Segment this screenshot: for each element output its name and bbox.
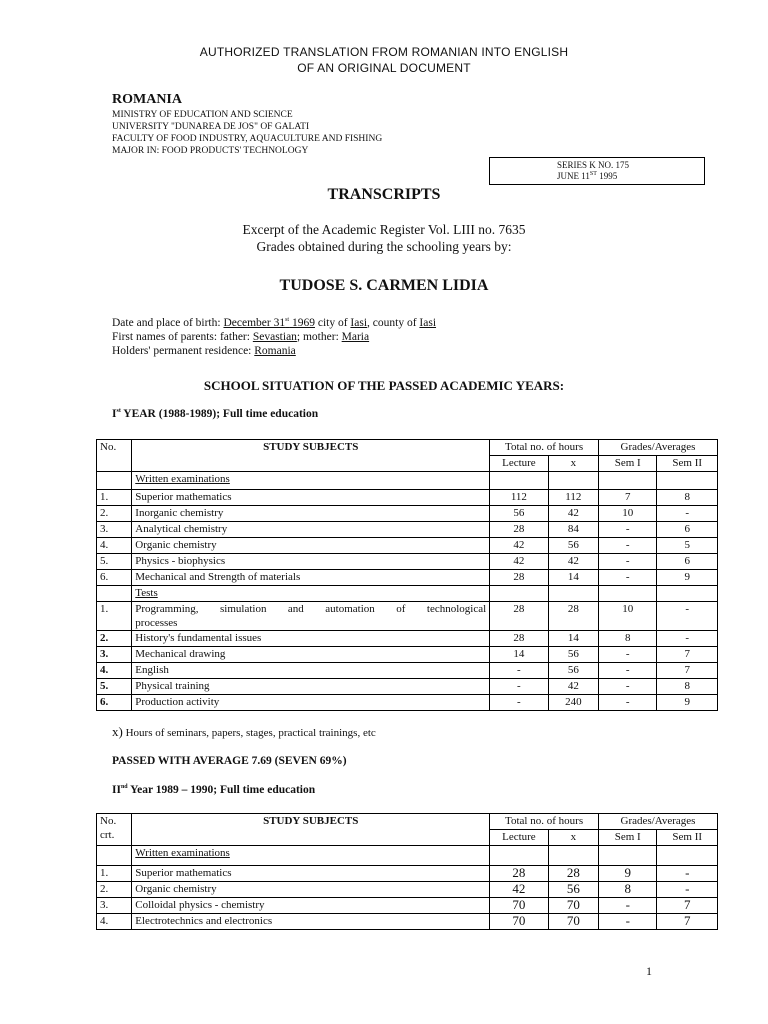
parents-info: First names of parents: father: Sevastian; mother: Maria (112, 331, 370, 343)
row-x: 112 (548, 490, 598, 506)
row-sem1: - (599, 898, 657, 914)
section-row (97, 472, 718, 490)
col-grades: Grades/Averages (599, 440, 718, 456)
row-sem1: 10 (599, 602, 657, 631)
translation-header-line-2: OF AN ORIGINAL DOCUMENT (297, 61, 471, 75)
row-subject: Organic chemistry (132, 538, 490, 554)
table-row (97, 570, 718, 586)
table-row (97, 647, 718, 663)
row-sem1: - (599, 695, 657, 711)
row-subject: Colloidal physics - chemistry (132, 898, 490, 914)
col-x: x (548, 456, 598, 472)
excerpt-line-2: Grades obtained during the schooling years by: (256, 239, 512, 254)
section-row (97, 586, 718, 602)
row-sem2: - (657, 882, 718, 898)
row-no: 2. (97, 631, 132, 647)
col-sem2: Sem II (657, 830, 718, 846)
row-x: 240 (548, 695, 598, 711)
birth-info: Date and place of birth: December 31st 1969 city of Iasi, county of Iasi (112, 317, 437, 329)
col-hours: Total no. of hours (490, 814, 599, 830)
row-lecture: 42 (490, 882, 548, 898)
row-sem1: - (599, 554, 657, 570)
section-written: Written examinations (132, 846, 490, 866)
school-situation-title: SCHOOL SITUATION OF THE PASSED ACADEMIC YEARS: (203, 378, 565, 393)
row-sem2: 6 (657, 554, 718, 570)
row-x: 28 (548, 866, 598, 882)
row-lecture: 28 (490, 866, 548, 882)
row-subject: Mechanical drawing (132, 647, 490, 663)
ministry-line: MINISTRY OF EDUCATION AND SCIENCE (112, 110, 293, 120)
row-sem2: 8 (657, 679, 718, 695)
row-no: 3. (97, 647, 132, 663)
row-no: 2. (97, 882, 132, 898)
row-subject: Analytical chemistry (132, 522, 490, 538)
row-sem1: - (599, 647, 657, 663)
student-name: TUDOSE S. CARMEN LIDIA (279, 277, 489, 294)
row-lecture: - (490, 695, 548, 711)
row-sem1: - (599, 663, 657, 679)
row-lecture: - (490, 679, 548, 695)
row-subject: Electrotechnics and electronics (132, 914, 490, 930)
row-no: 5. (97, 679, 132, 695)
col-sem1: Sem I (599, 456, 657, 472)
year1-average: PASSED WITH AVERAGE 7.69 (SEVEN 69%) (112, 755, 347, 767)
row-x: 42 (548, 506, 598, 522)
row-subject: Superior mathematics (132, 490, 490, 506)
row-sem1: 10 (599, 506, 657, 522)
row-subject: English (132, 663, 490, 679)
table-row (97, 602, 718, 631)
col-subjects: STUDY SUBJECTS (132, 440, 490, 472)
row-sem2: 7 (657, 898, 718, 914)
row-sem2: 9 (657, 695, 718, 711)
row-no: 4. (97, 538, 132, 554)
col-sem1: Sem I (599, 830, 657, 846)
row-sem2: 7 (657, 647, 718, 663)
table-row (97, 506, 718, 522)
row-sem2: 8 (657, 490, 718, 506)
row-sem1: 8 (599, 631, 657, 647)
table-row (97, 554, 718, 570)
row-x: 70 (548, 898, 598, 914)
university-line: UNIVERSITY "DUNAREA DE JOS" OF GALATI (112, 122, 310, 132)
table-row (97, 679, 718, 695)
section-row (97, 846, 718, 866)
row-lecture: 28 (490, 631, 548, 647)
hours-footnote: x) Hours of seminars, papers, stages, practical trainings, etc (112, 724, 376, 739)
row-x: 42 (548, 679, 598, 695)
row-subject: History's fundamental issues (132, 631, 490, 647)
page-number: 1 (646, 964, 652, 978)
excerpt-line-1: Excerpt of the Academic Register Vol. LIII no. 7635 (242, 222, 526, 237)
row-x: 70 (548, 914, 598, 930)
col-no: No. (97, 440, 132, 472)
col-subjects: STUDY SUBJECTS (132, 814, 490, 846)
row-no: 5. (97, 554, 132, 570)
table-row (97, 522, 718, 538)
col-lecture: Lecture (490, 830, 548, 846)
row-sem1: - (599, 914, 657, 930)
table-row (97, 663, 718, 679)
row-subject: Mechanical and Strength of materials (132, 570, 490, 586)
table-row (97, 695, 718, 711)
document-title: TRANSCRIPTS (327, 186, 441, 203)
col-hours: Total no. of hours (490, 440, 599, 456)
row-lecture: 28 (490, 570, 548, 586)
major-line: MAJOR IN: FOOD PRODUCTS' TECHNOLOGY (112, 146, 309, 156)
row-lecture: 42 (490, 554, 548, 570)
table-row (97, 631, 718, 647)
row-no: 3. (97, 898, 132, 914)
row-subject: Physics - biophysics (132, 554, 490, 570)
col-no: No. crt. (97, 814, 132, 846)
table-row (97, 490, 718, 506)
row-sem2: 6 (657, 522, 718, 538)
table-row (97, 538, 718, 554)
faculty-line: FACULTY OF FOOD INDUSTRY, AQUACULTURE AND FISHING (112, 134, 383, 144)
row-sem1: - (599, 538, 657, 554)
row-lecture: 56 (490, 506, 548, 522)
series-box (489, 157, 705, 185)
row-sem2: 9 (657, 570, 718, 586)
residence-info: Holders' permanent residence: Romania (112, 345, 296, 357)
translation-header-line-1: AUTHORIZED TRANSLATION FROM ROMANIAN INTO ENGLISH (199, 45, 569, 59)
row-sem1: 9 (599, 866, 657, 882)
row-subject: Organic chemistry (132, 882, 490, 898)
row-sem2: - (657, 866, 718, 882)
row-lecture: 112 (490, 490, 548, 506)
row-lecture: 14 (490, 647, 548, 663)
series-number: SERIES K NO. 175 (557, 160, 630, 170)
row-x: 42 (548, 554, 598, 570)
col-grades: Grades/Averages (599, 814, 718, 830)
row-subject: Production activity (132, 695, 490, 711)
row-subject: Programming, simulation and automation of technological processes (132, 602, 490, 631)
row-no: 1. (97, 490, 132, 506)
row-sem2: - (657, 631, 718, 647)
series-date: JUNE 11ST 1995 (557, 171, 618, 181)
row-no: 1. (97, 866, 132, 882)
row-lecture: 28 (490, 522, 548, 538)
table-row (97, 914, 718, 930)
row-lecture: 70 (490, 898, 548, 914)
table-row (97, 866, 718, 882)
row-lecture: 70 (490, 914, 548, 930)
col-x: x (548, 830, 598, 846)
row-lecture: 28 (490, 602, 548, 631)
section-written: Written examinations (132, 472, 490, 490)
year1-table (96, 439, 718, 711)
row-x: 56 (548, 663, 598, 679)
row-sem2: 5 (657, 538, 718, 554)
row-sem1: - (599, 570, 657, 586)
col-sem2: Sem II (657, 456, 718, 472)
row-sem1: - (599, 522, 657, 538)
year2-table (96, 813, 718, 930)
row-x: 84 (548, 522, 598, 538)
row-no: 3. (97, 522, 132, 538)
row-sem2: - (657, 506, 718, 522)
row-x: 56 (548, 538, 598, 554)
row-no: 6. (97, 570, 132, 586)
row-lecture: 42 (490, 538, 548, 554)
row-sem2: - (657, 602, 718, 631)
row-sem1: 7 (599, 490, 657, 506)
row-lecture: - (490, 663, 548, 679)
row-sem2: 7 (657, 663, 718, 679)
row-x: 56 (548, 882, 598, 898)
row-x: 56 (548, 647, 598, 663)
row-no: 2. (97, 506, 132, 522)
row-subject: Physical training (132, 679, 490, 695)
row-subject: Superior mathematics (132, 866, 490, 882)
row-sem1: 8 (599, 882, 657, 898)
table-row (97, 882, 718, 898)
section-tests: Tests (132, 586, 490, 602)
row-subject: Inorganic chemistry (132, 506, 490, 522)
year2-heading: IInd Year 1989 – 1990; Full time education (112, 784, 316, 796)
row-x: 28 (548, 602, 598, 631)
row-x: 14 (548, 570, 598, 586)
row-no: 1. (97, 602, 132, 631)
row-sem1: - (599, 679, 657, 695)
row-x: 14 (548, 631, 598, 647)
row-sem2: 7 (657, 914, 718, 930)
col-lecture: Lecture (490, 456, 548, 472)
row-no: 6. (97, 695, 132, 711)
row-no: 4. (97, 663, 132, 679)
row-no: 4. (97, 914, 132, 930)
country-name: ROMANIA (112, 92, 182, 107)
year1-heading: Ist YEAR (1988-1989); Full time education (112, 408, 319, 420)
table-row (97, 898, 718, 914)
